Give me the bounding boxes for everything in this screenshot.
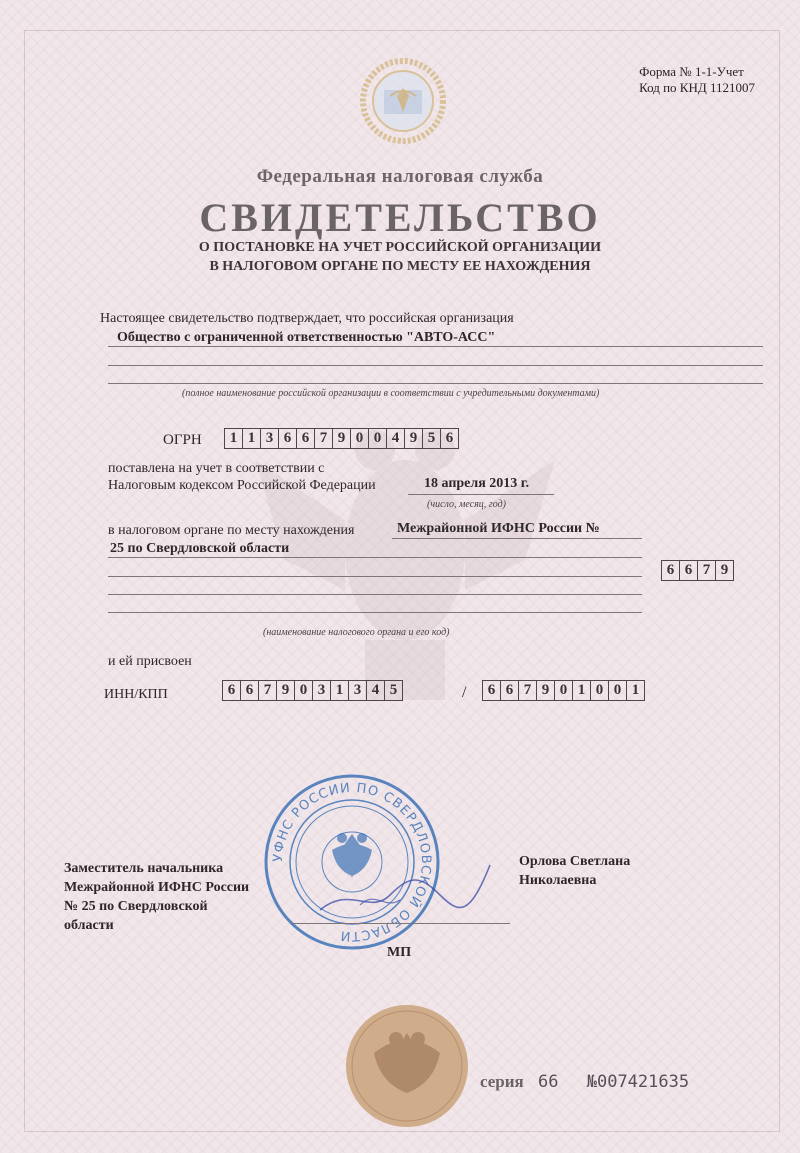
ogrn-digit: 9 (405, 429, 423, 448)
inn-boxes (222, 680, 403, 701)
ogrn-boxes (224, 428, 459, 449)
authority-code-digit: 7 (698, 561, 716, 580)
assigned-label: и ей присвоен (108, 654, 192, 669)
signatory-position (64, 859, 249, 935)
authority-line-2: 25 по Свердловской области (110, 541, 290, 556)
date-underline (408, 494, 554, 495)
authority-line-1: Межрайонной ИФНС России № (397, 521, 600, 536)
signature-line (292, 923, 510, 924)
mp-label: МП (387, 945, 412, 960)
name-line-1: Орлова Светлана (519, 854, 631, 869)
stamp-text: УФНС РОССИИ ПО СВЕРДЛОВСКОЙ ОБЛАСТИ (270, 780, 434, 944)
registration-date: 18 апреля 2013 г. (424, 476, 530, 491)
handwritten-signature (300, 855, 500, 925)
inn-digit: 1 (331, 681, 349, 700)
position-line-2: Межрайонной ИФНС России (64, 880, 250, 895)
certificate-number: №007421635 (586, 1072, 690, 1092)
kpp-boxes (482, 680, 645, 701)
org-name-underline-3 (108, 383, 763, 384)
kpp-digit: 0 (609, 681, 627, 700)
inn-digit: 6 (223, 681, 241, 700)
ogrn-digit: 0 (351, 429, 369, 448)
inn-digit: 5 (389, 682, 398, 698)
ogrn-digit: 4 (387, 429, 405, 448)
ogrn-digit: 6 (297, 429, 315, 448)
authority-underline-2 (108, 557, 642, 558)
fns-emblem-icon (360, 58, 446, 144)
inn-digit: 0 (295, 681, 313, 700)
kpp-digit: 6 (483, 681, 501, 700)
position-line-1: Заместитель начальника (64, 861, 224, 876)
inn-digit: 9 (277, 681, 295, 700)
org-name-underline-1 (108, 346, 763, 347)
organization-name: Общество с ограниченной ответственностью "АВТО-АСС" (117, 330, 496, 345)
authority-code-digit: 9 (720, 562, 729, 578)
signatory-name (519, 852, 630, 890)
authority-code-digit: 6 (680, 561, 698, 580)
kpp-digit: 1 (631, 682, 640, 698)
kpp-digit: 1 (573, 681, 591, 700)
inn-kpp-label: ИНН/КПП (104, 687, 168, 702)
certificate-title: СВИДЕТЕЛЬСТВО (199, 195, 601, 240)
kpp-digit: 0 (555, 681, 573, 700)
authority-underline-4 (108, 594, 642, 595)
subtitle-line-1: О ПОСТАНОВКЕ НА УЧЕТ РОССИЙСКОЙ ОРГАНИЗАЦИИ (198, 240, 602, 255)
ogrn-label: ОГРН (163, 432, 202, 448)
registered-line-2: Налоговым кодексом Российской Федерации (108, 478, 376, 493)
position-line-4: области (64, 918, 114, 933)
authority-underline-3 (108, 576, 642, 577)
authority-underline-1 (392, 538, 642, 539)
authority-code-boxes (661, 560, 734, 581)
knd-code: Код по КНД 1121007 (639, 80, 755, 95)
subtitle-line-2: В НАЛОГОВОМ ОРГАНЕ ПО МЕСТУ ЕЕ НАХОЖДЕНИЯ (209, 259, 591, 274)
authority-underline-5 (108, 612, 642, 613)
ogrn-digit: 3 (261, 429, 279, 448)
inn-digit: 4 (367, 681, 385, 700)
series-block (480, 1072, 689, 1092)
position-line-3: № 25 по Свердловской (64, 899, 208, 914)
service-name: Федеральная налоговая служба (256, 166, 544, 187)
ogrn-digit: 7 (315, 429, 333, 448)
inn-digit: 6 (241, 681, 259, 700)
kpp-digit: 0 (591, 681, 609, 700)
org-name-underline-2 (108, 365, 763, 366)
kpp-digit: 6 (501, 681, 519, 700)
form-number: Форма № 1-1-Учет (639, 64, 744, 79)
ogrn-digit: 1 (225, 429, 243, 448)
intro-text: Настоящее свидетельство подтверждает, что российская организация (100, 311, 514, 326)
ogrn-digit: 1 (243, 429, 261, 448)
org-name-caption: (полное наименование российской организации в соответствии с учредительными документами) (182, 388, 600, 399)
inn-digit: 3 (313, 681, 331, 700)
authority-caption: (наименование налогового органа и его код) (263, 627, 450, 638)
gold-seal-icon (344, 1003, 470, 1129)
series-label: серия (480, 1072, 524, 1091)
authority-code-digit: 6 (662, 561, 680, 580)
date-caption: (число, месяц, год) (427, 499, 506, 510)
name-line-2: Николаевна (519, 873, 597, 888)
authority-intro: в налоговом органе по месту нахождения (108, 523, 355, 538)
registered-line-1: поставлена на учет в соответствии с (108, 461, 325, 476)
kpp-digit: 9 (537, 681, 555, 700)
ogrn-digit: 0 (369, 429, 387, 448)
kpp-digit: 7 (519, 681, 537, 700)
inn-digit: 7 (259, 681, 277, 700)
form-number-block (639, 64, 755, 96)
ogrn-digit: 5 (423, 429, 441, 448)
series-value: 66 (538, 1072, 559, 1092)
ogrn-digit: 9 (333, 429, 351, 448)
inn-kpp-separator: / (462, 684, 467, 701)
inn-digit: 3 (349, 681, 367, 700)
ogrn-digit: 6 (279, 429, 297, 448)
ogrn-digit: 6 (445, 430, 454, 446)
